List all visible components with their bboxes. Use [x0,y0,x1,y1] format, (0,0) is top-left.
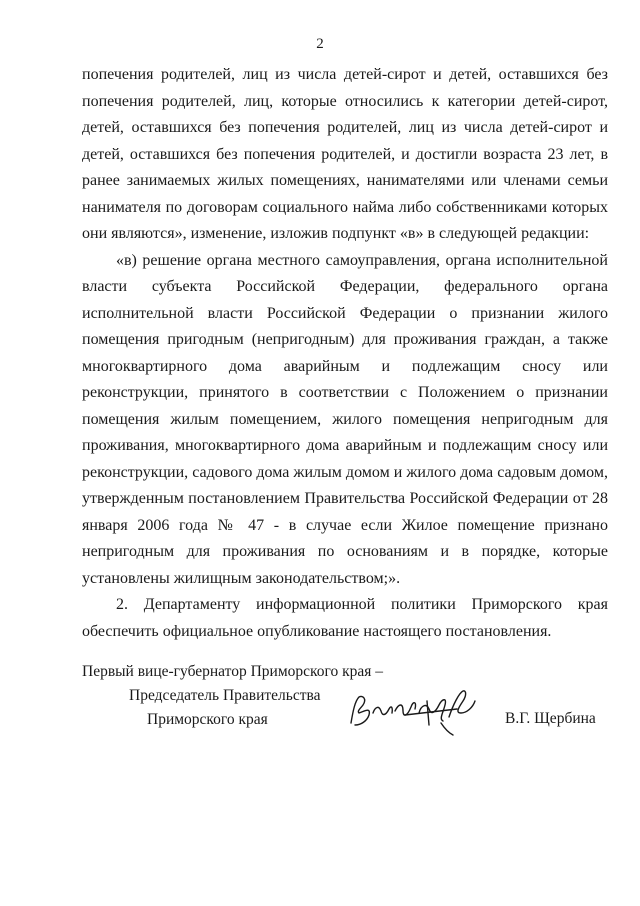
page-number: 2 [316,36,324,52]
signatory-title-line1: Первый вице-губернатор Приморского края – [82,663,384,680]
paragraph-continuation: попечения родителей, лиц из числа детей-сирот и детей, оставшихся без попечения родителей, лиц, которые относились к категории детей-сирот, детей, оставшихся без попечения родителей, лиц из числа детей-сирот и детей, оставшихся без попечения родителей, и достигли возраста 23 лет, в ранее занимаемых жилых помещениях, нанимателями или членами семьи нанимателя по договорам социального найма либо собственниками которых они являются», изменение, изложив подпункт «в» в следующей редакции: [82,66,608,242]
paragraph-item-2: 2. Департаменту информационной политики Приморского края обеспечить официальное опубликование настоящего постановления. [82,596,608,640]
document-body [82,62,608,645]
signer-name: В.Г. Щербина [505,710,596,727]
paragraph-subpoint-v: «в) решение органа местного самоуправления, органа исполнительной власти субъекта Российской Федерации, федерального органа исполнительной власти Российской Федерации о признании жилого помещения пригодным (непригодным) для проживания граждан, а также многоквартирного дома аварийным и подлежащим сносу или реконструкции, принятого в соответствии с Положением о признании помещения жилым помещением, жилого помещения непригодным для проживания, многоквартирного дома аварийным и подлежащим сносу или реконструкции, садового дома жилым домом и жилого дома садовым домом, утвержденным постановлением Правительства Российской Федерации от 28 января 2006 года № 47 - в случае если Жилое помещение признано непригодным для проживания по основаниям и в порядке, которые установлены жилищным законодательством;». [82,251,608,587]
signatory-title-line3: Приморского края [147,711,268,728]
signatory-title-line2: Председатель Правительства [129,687,321,704]
handwritten-signature [345,683,505,743]
